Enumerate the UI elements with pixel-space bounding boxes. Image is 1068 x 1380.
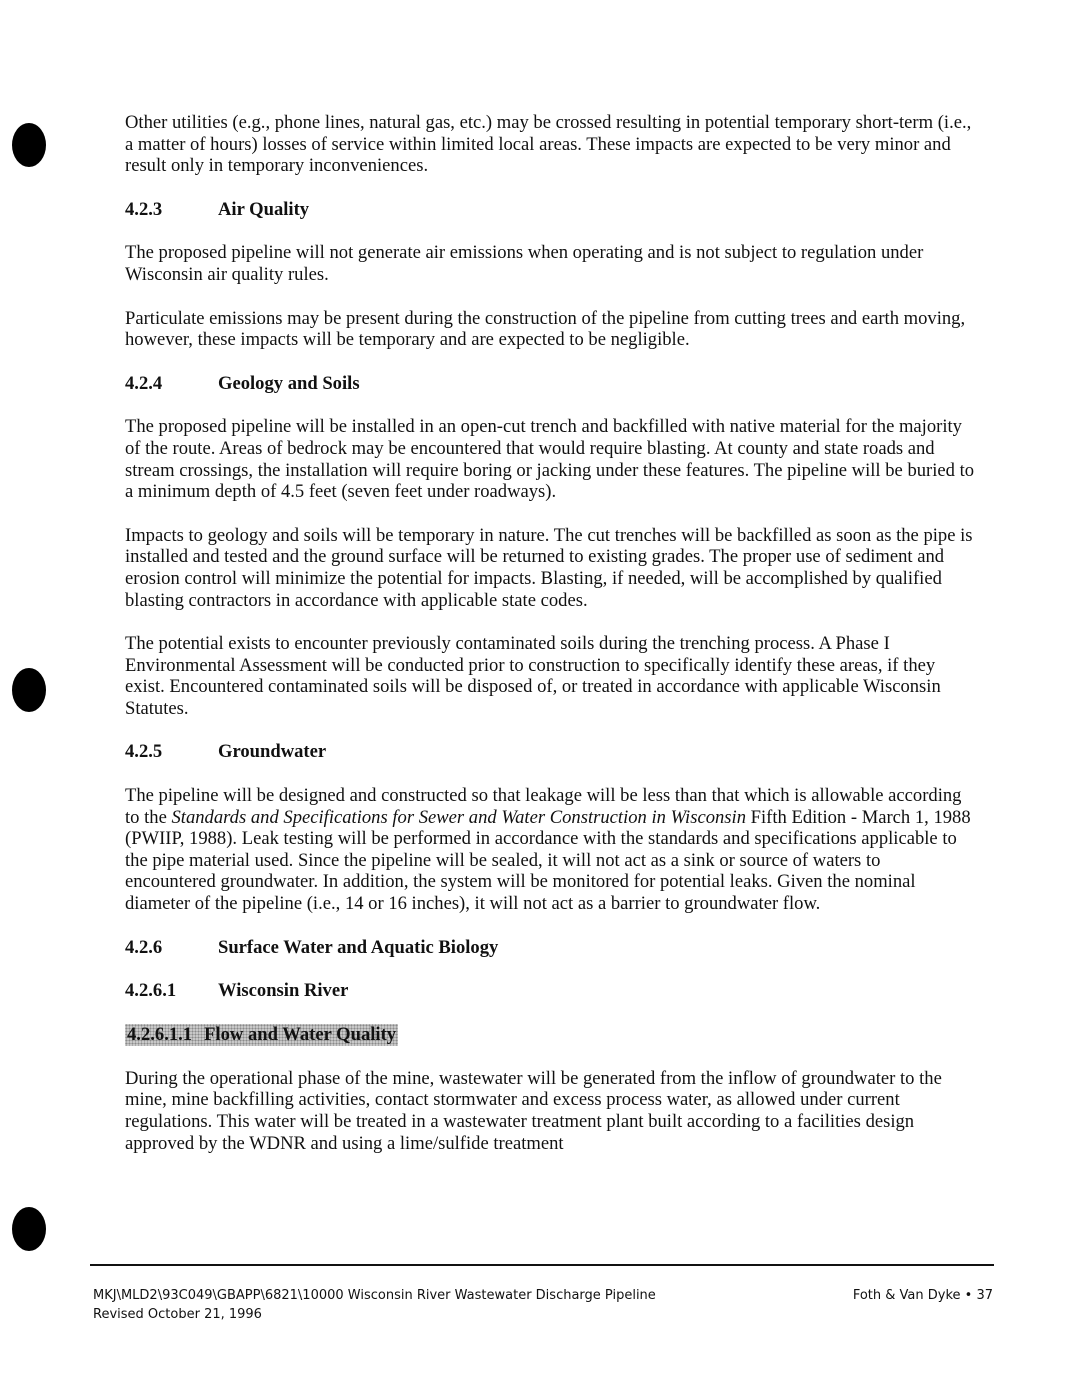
paragraph-geology-1: The proposed pipeline will be installed in an open-cut trench and backfilled with native material for the majority of the route. Areas of bedrock may be encountered that would require blasting. At county and state roads and stream crossings, the installation will require boring or jacking under these features. The pipeline will be buried to a minimum depth of 4.5 feet (seven feet under roadways).: [125, 416, 975, 503]
paragraph-geology-3: The potential exists to encounter previously contaminated soils during the trenching process. A Phase I Environmental Assessment will be conducted prior to construction to specifically identify these areas, if they exist. Encountered contaminated soils will be disposed of, or treated in accordance with applicable Wisconsin Statutes.: [125, 633, 941, 719]
section-title: Flow and Water Quality: [204, 1023, 397, 1045]
paragraph-utilities: Other utilities (e.g., phone lines, natural gas, etc.) may be crossed resulting in potential temporary short-term (i.e., a matter of hours) losses of service within limited local areas. These impacts are expected to be very minor and result only in temporary inconveniences.: [125, 112, 972, 177]
footer-left: [93, 1286, 656, 1324]
footer-path: MKJ\MLD2\93C049\GBAPP\6821\10000 Wisconsin River Wastewater Discharge Pipeline: [93, 1288, 656, 1303]
groundwater-text-1: The pipeline will be designed and constructed so that leakage will be less than that which is allowable according to the: [125, 785, 962, 828]
section-number: 4.2.6.1.1: [127, 1023, 193, 1045]
footer-revised: Revised October 21, 1996: [93, 1307, 262, 1322]
section-title: Geology and Soils: [218, 372, 360, 394]
groundwater-text-2: Fifth Edition - March 1, 1988 (PWIIP, 1988). Leak testing will be performed in accordance with the standards and specifications applicable to the pipe material used. Since the pipeline will be sealed, it will not act as a sink or source of waters to encountered groundwater. In addition, the system will be monitored for potential leaks. Given the nominal diameter of the pipeline (i.e., 14 or 16 inches), it will not act as a barrier to groundwater flow.: [125, 806, 971, 915]
section-title: Groundwater: [218, 741, 327, 763]
section-number: 4.2.6.1: [125, 980, 177, 1002]
punch-hole-middle: [12, 668, 46, 712]
heading-4-2-6-1-1-wrap: [125, 1024, 975, 1046]
section-title: Surface Water and Aquatic Biology: [218, 936, 499, 958]
punch-hole-top: [12, 123, 46, 167]
heading-4-2-6-1-1: [125, 1024, 398, 1046]
section-number: 4.2.5: [125, 741, 163, 763]
document-body: [125, 112, 975, 1154]
heading-4-2-5: [125, 741, 975, 763]
punch-hole-bottom: [12, 1207, 46, 1251]
section-title: Air Quality: [218, 198, 310, 220]
heading-4-2-6-1: [125, 980, 975, 1002]
paragraph-flow-water-quality: During the operational phase of the mine, wastewater will be generated from the inflow of groundwater to the mine, mine backfilling activities, contact stormwater and excess process water, as allowed under current regulations. This water will be treated in a wastewater treatment plant built according to a facilities design approved by the WDNR and using a lime/sulfide treatment: [125, 1067, 942, 1154]
paragraph-air-quality-2: Particulate emissions may be present during the construction of the pipeline from cutting trees and earth moving, however, these impacts will be temporary and are expected to be negligible.: [125, 307, 966, 351]
heading-4-2-3: [125, 199, 975, 221]
footer-page-number: Foth & Van Dyke • 37: [852, 1288, 993, 1303]
section-title: Wisconsin River: [218, 980, 349, 1002]
footer-divider: [90, 1264, 994, 1266]
paragraph-air-quality-1: The proposed pipeline will not generate air emissions when operating and is not subject to regulation under Wisconsin air quality rules.: [125, 242, 924, 285]
standards-title: Standards and Specifications for Sewer and Water Construction in Wisconsin: [171, 806, 746, 828]
section-number: 4.2.3: [125, 198, 163, 220]
section-number: 4.2.4: [125, 372, 163, 394]
paragraph-geology-2: Impacts to geology and soils will be temporary in nature. The cut trenches will be backfilled as soon as the pipe is installed and tested and the ground surface will be returned to existing grades. The proper use of sediment and erosion control will minimize the potential for impacts. Blasting, if needed, will be accomplished by qualified blasting contractors in accordance with applicable state codes.: [125, 524, 973, 611]
section-number: 4.2.6: [125, 936, 163, 958]
heading-4-2-4: [125, 373, 975, 395]
heading-4-2-6: [125, 937, 975, 959]
paragraph-groundwater: [125, 785, 975, 915]
